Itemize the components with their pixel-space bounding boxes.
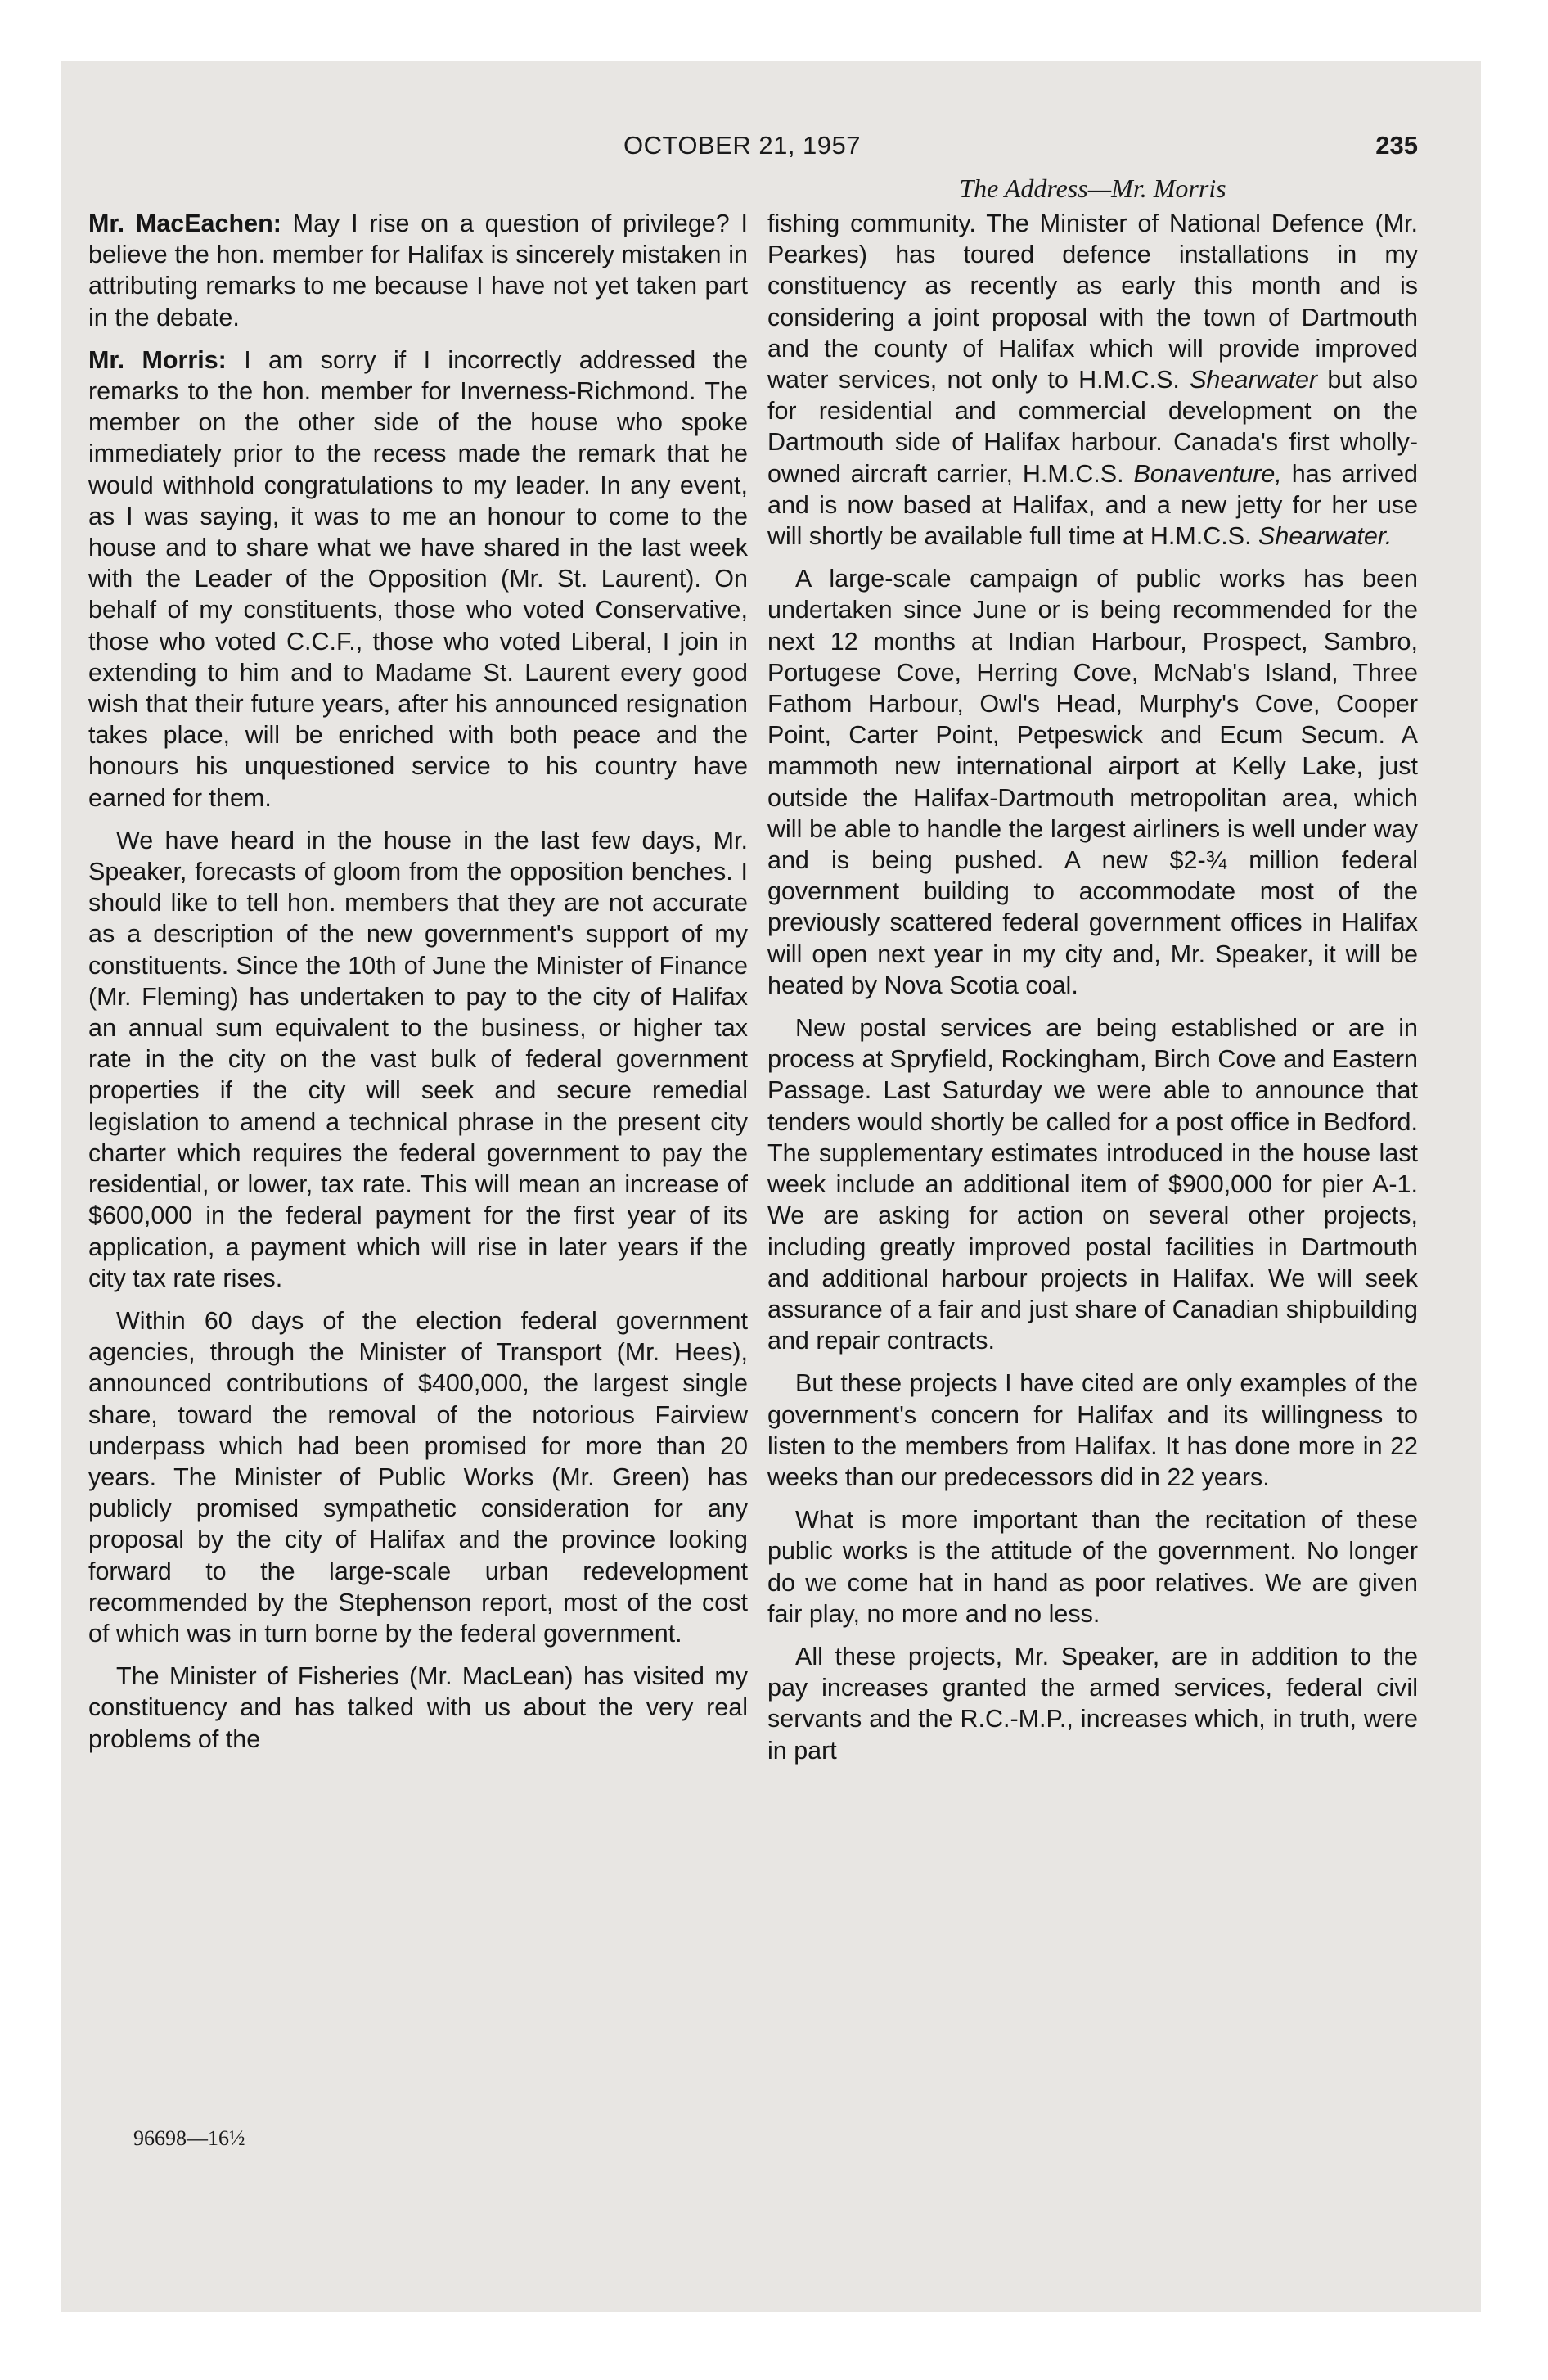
- paragraph: The Minister of Fisheries (Mr. MacLean) has visited my constituency and has talked with us about the very real problems of the: [88, 1662, 748, 1753]
- speaker-name: Mr. Morris:: [88, 345, 227, 374]
- paragraph: A large-scale campaign of public works has been undertaken since June or is being recommended for the next 12 months at Indian Harbour, Prospect, Sambro, Portugese Cove, Herring Cove, McNab's Island, Three Fathom Harbour, Owl's Head, Murphy's Cove, Cooper Point, Carter Point, Petpeswick and Ecum Secum. A mammoth new international airport at Kelly Lake, just outside the Halifax-Dartmouth metropolitan area, which will be able to handle the largest airliners is well under way and is being pushed. A new $2-¾ million federal government building to accommodate most of the previously scattered federal government offices in Halifax will open next year in my city and, Mr. Speaker, it will be heated by Nova Scotia coal.: [767, 565, 1418, 999]
- paragraph-text: I am sorry if I incorrectly addressed the remarks to the hon. member for Inverness-Richmond. The member on the other side of the house who spoke immediately prior to the recess made the remark that he would withhold congratulations to my leader. In any event, as I was saying, it was to me an honour to come to the house and to share what we have shared in the last week with the Leader of the Opposition (Mr. St. Laurent). On behalf of my constituents, those who voted Conservative, those who voted C.C.F., those who voted Liberal, I join in extending to him and to Madame St. Laurent every good wish that their future years, after his announced resignation takes place, will be enriched with both peace and the honours his unquestioned service to his country have earned for them.: [88, 345, 748, 812]
- paragraph: But these projects I have cited are only examples of the government's concern for Halifax and its willingness to listen to the members from Halifax. It has done more in 22 weeks than our predecessors did in 22 years.: [767, 1369, 1418, 1491]
- paragraph: Within 60 days of the election federal government agencies, through the Minister of Transport (Mr. Hees), announced contributions of $400,000, the largest single share, toward the removal of the notorious Fairview underpass which had been promised for more than 20 years. The Minister of Public Works (Mr. Green) has publicly promised sympathetic consideration for any proposal by the city of Halifax and the province looking forward to the large-scale urban redevelopment recommended by the Stephenson report, most of the cost of which was in turn borne by the federal government.: [88, 1306, 748, 1648]
- left-column: [88, 208, 748, 1766]
- paragraph: [88, 345, 748, 814]
- ship-name: Bonaventure,: [1133, 459, 1282, 488]
- page-header: [623, 131, 1418, 172]
- page-number: 235: [1375, 131, 1418, 160]
- right-column: [767, 208, 1418, 1778]
- printer-signature: 96698—16½: [133, 2126, 245, 2150]
- header-date: OCTOBER 21, 1957: [623, 131, 862, 160]
- paragraph: [767, 208, 1418, 552]
- paragraph: We have heard in the house in the last few days, Mr. Speaker, forecasts of gloom from the opposition benches. I should like to tell hon. members that they are not accurate as a description of the new government's support of my constituents. Since the 10th of June the Minister of Finance (Mr. Fleming) has undertaken to pay to the city of Halifax an annual sum equivalent to the business, or higher tax rate in the city on the vast bulk of federal government properties if the city will seek and secure remedial legislation to amend a technical phrase in the present city charter which requires the federal government to pay the residential, or lower, tax rate. This will mean an increase of $600,000 in the federal payment for the first year of its application, a payment which will rise in later years if the city tax rate rises.: [88, 826, 748, 1292]
- paragraph-text: but also for residential and commercial development on the Dartmouth side of Halifax harbour. Canada's first wholly-owned aircraft carrier, H.M.C.S.: [767, 366, 1418, 488]
- paragraph-text: has arrived and is now based at Halifax, and a new jetty for her use will shortly be available full time at H.M.C.S.: [767, 459, 1418, 551]
- paragraph-text: May I rise on a question of privilege? I believe the hon. member for Halifax is sincerely mistaken in attributing remarks to me because I have not yet taken part in the debate.: [88, 210, 748, 331]
- ship-name: Shearwater: [1190, 366, 1318, 394]
- paragraph: New postal services are being established or are in process at Spryfield, Rockingham, Birch Cove and Eastern Passage. Last Saturday we were able to announce that tenders would shortly be called for a post office in Bedford. The supplementary estimates introduced in the house last week include an additional item of $900,000 for pier A-1. We are asking for action on several other projects, including greatly improved postal facilities in Dartmouth and additional harbour projects in Halifax. We will seek assurance of a fair and just share of Canadian shipbuilding and repair contracts.: [767, 1014, 1418, 1355]
- ship-name: Shearwater.: [1258, 522, 1393, 551]
- speaker-name: Mr. MacEachen:: [88, 210, 281, 237]
- running-head: The Address—Mr. Morris: [959, 174, 1226, 203]
- paragraph-text: fishing community. The Minister of National Defence (Mr. Pearkes) has toured defence installations in my constituency as recently as early this month and is considering a joint proposal with the town of Dartmouth and the county of Halifax which will provide improved water services, not only to H.M.C.S.: [767, 210, 1418, 394]
- paragraph: All these projects, Mr. Speaker, are in addition to the pay increases granted the armed services, federal civil servants and the R.C.-M.P., increases which, in truth, were in part: [767, 1642, 1418, 1765]
- paragraph: [88, 208, 748, 333]
- paragraph: What is more important than the recitation of these public works is the attitude of the government. No longer do we come hat in hand as poor relatives. We are given fair play, no more and no less.: [767, 1506, 1418, 1628]
